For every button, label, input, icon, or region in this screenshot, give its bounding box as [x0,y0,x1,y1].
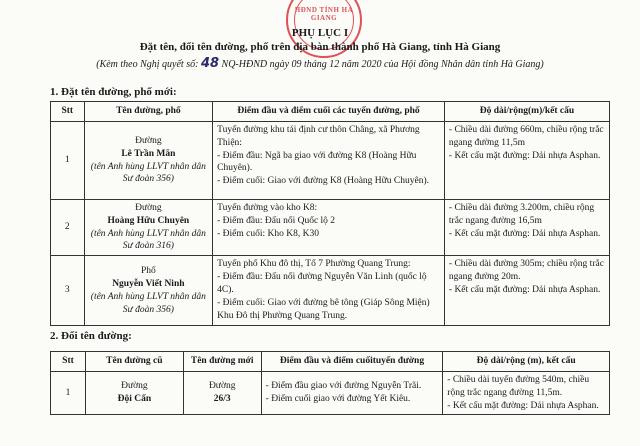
spec-line: - Kết cấu mặt đường: Dải nhựa Asphan. [447,400,599,411]
endpoint-line: Tuyến đường khu tái định cư thôn Châng, xã Phương Thiện: [217,125,420,148]
endpoint-line: Tuyến đường vào kho K8: [217,203,318,213]
street-kind: Đường [135,135,162,146]
subtitle-prefix: (Kèm theo Nghị quyết số: [96,59,199,70]
street-name: Hoàng Hữu Chuyên [107,215,190,226]
spec-line: - Kết cấu mặt đường: Dải nhựa Asphan. [448,284,601,295]
endpoint-line: - Điểm đầu: Đấu nối đường Nguyễn Văn Linh (quốc lộ 4C). [217,272,427,295]
endpoint-line: - Điểm cuối giao với đường Yết Kiêu. [265,394,411,405]
spec-line: - Kết cấu mặt đường: Dải nhựa Asphan. [448,150,601,161]
specs-cell [443,372,610,415]
row-stt: 2 [51,200,85,256]
resolution-number: 48 [200,56,220,71]
endpoint-line: - Điểm đầu: Ngã ba giao với đường K8 (Hoàng Hữu Chuyên). [217,150,417,174]
spec-line: - Chiều dài đường 305m; chiều rộng trắc ngang đường 20m. [448,259,604,283]
table-row [51,122,610,200]
street-name: Lê Trần Mãn [121,148,176,159]
table-row [51,200,610,256]
header-stt: Stt [51,352,86,372]
old-name-cell [85,372,183,415]
header-new-name: Tên đường mới [183,352,261,372]
old-street-name: Đội Cấn [117,394,152,405]
document-title: Đặt tên, đổi tên đường, phố trên địa bàn thành phố Hà Giang, tỉnh Hà Giang [139,41,501,53]
endpoint-line: - Điểm đầu: Đấu nối Quốc lộ 2 [217,215,336,226]
table-row [51,256,610,326]
street-name: Nguyễn Viết Ninh [112,278,185,289]
header-street-name: Tên đường, phố [84,102,213,122]
seal-text: HĐND TỈNH HÀ GIANG [294,6,354,22]
specs-cell [444,256,609,326]
street-name-cell [84,122,213,200]
spec-line: - Chiều dài đường 3.200m, chiều rộng trắc ngang đường 16,5m [448,203,595,226]
renamed-streets-table [50,351,610,415]
row-stt: 3 [51,256,85,326]
appendix-title: PHỤ LỤC I [291,27,349,39]
header-old-name: Tên đường cũ [85,352,183,372]
endpoint-line: - Điểm đầu giao với đường Nguyễn Trãi. [265,381,422,392]
spec-line: - Chiều dài tuyến đường 540m, chiều rộng trắc ngang đường 11,5m. [447,375,590,398]
street-hero-note: (tên Anh hùng LLVT nhân dân Sư đoàn 356) [90,291,206,315]
endpoints-cell [261,372,443,415]
endpoint-line: Tuyến phố Khu đô thị, Tổ 7 Phường Quang Trung: [217,259,411,270]
new-street-name: 26/3 [213,394,231,405]
header-endpoints: Điểm đầu và điểm cuốituyến đường [261,352,443,372]
section1-title: 1. Đặt tên đường, phố mới: [50,86,177,98]
street-name-cell [84,200,213,256]
header-stt: Stt [51,102,85,122]
street-kind: Đường [135,203,162,213]
street-name-cell [84,256,213,326]
endpoint-line: - Điểm cuối: Giao với đường K8 (Hoàng Hữu Chuyên). [217,176,430,187]
row-stt: 1 [51,122,85,200]
header-specs: Độ dài/rộng(m)/kết cấu [444,102,609,122]
table-header-row [51,352,610,372]
endpoints-cell [213,256,445,326]
subtitle-suffix: NQ-HĐND ngày 09 tháng 12 năm 2020 của Hội đồng Nhân dân tỉnh Hà Giang) [221,59,544,70]
specs-cell [444,122,609,200]
endpoint-line: - Điểm cuối: Kho K8, K30 [217,228,319,239]
specs-cell [444,200,609,256]
street-hero-note: (tên Anh hùng LLVT nhân dân Sư đoàn 356) [90,161,206,185]
spec-line: - Kết cấu mặt đường: Dải nhựa Asphan. [448,228,601,239]
section2-title: 2. Đổi tên đường: [50,330,132,342]
header-specs: Độ dài/rộng (m), kết cấu [443,352,610,372]
header-endpoints: Điểm đầu và điểm cuối các tuyến đường, phố [213,102,445,122]
endpoints-cell [213,122,445,200]
street-hero-note: (tên Anh hùng LLVT nhân dân Sư đoàn 316) [90,228,206,252]
endpoint-line: - Điểm cuối: Giao với đường bê tông (Giáp Sông Miện) Khu Đô thị Phường Quang Trung. [217,297,430,321]
street-kind: Phố [140,266,156,277]
new-street-kind: Đường [208,381,236,392]
old-street-kind: Đường [121,381,148,392]
new-name-cell [183,372,261,415]
table-header-row [51,102,610,122]
document-subtitle [0,56,640,71]
table-row [51,372,610,415]
spec-line: - Chiều dài đường 660m, chiều rộng trắc ngang đường 11,5m [448,125,604,148]
endpoints-cell [213,200,445,256]
row-stt: 1 [51,372,86,415]
new-streets-table [50,101,610,326]
